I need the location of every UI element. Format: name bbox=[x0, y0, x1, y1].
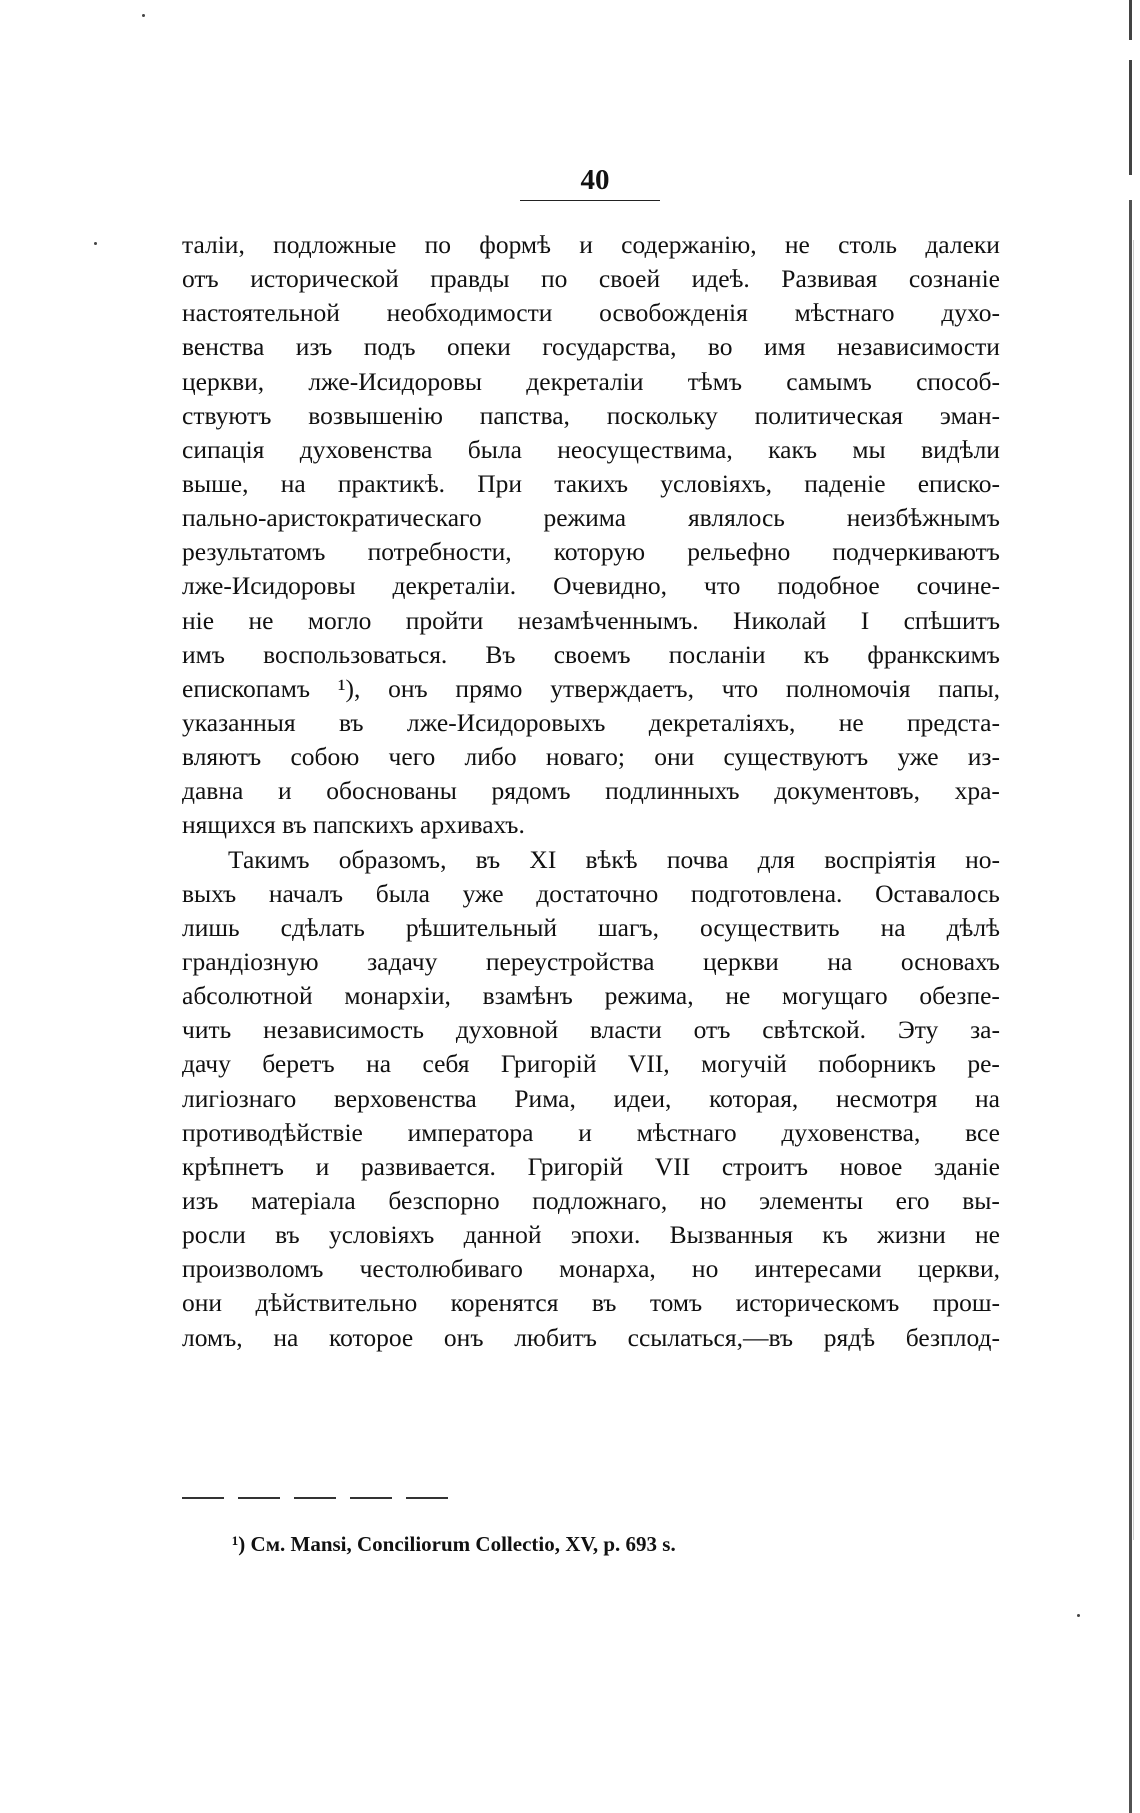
word: которую bbox=[553, 537, 646, 567]
text-line bbox=[182, 877, 1000, 911]
word: дѣлѣ bbox=[946, 912, 1000, 942]
word: режима bbox=[543, 503, 627, 533]
word: онъ bbox=[443, 1322, 484, 1352]
text-line bbox=[182, 330, 1000, 364]
word: неизбѣжнымъ bbox=[846, 503, 1000, 533]
word: правды bbox=[430, 264, 510, 294]
word: но bbox=[691, 1254, 719, 1284]
word: Рима, bbox=[514, 1083, 576, 1113]
word: мы bbox=[852, 434, 886, 464]
word: противодѣйствiе bbox=[182, 1117, 363, 1147]
word: подчеркиваютъ bbox=[832, 537, 1000, 567]
word: не bbox=[725, 981, 751, 1011]
text-line bbox=[182, 1013, 1000, 1047]
word: способ- bbox=[916, 366, 1000, 396]
word: полномочiя bbox=[785, 673, 911, 703]
text-line bbox=[182, 262, 1000, 296]
word: воспользоваться. bbox=[263, 639, 448, 669]
word: режима, bbox=[604, 981, 694, 1011]
word: паденiе bbox=[804, 468, 886, 498]
text-line bbox=[182, 706, 1000, 740]
word: себя bbox=[422, 1049, 470, 1079]
word: въ bbox=[338, 707, 364, 737]
word: церкви, bbox=[917, 1254, 1000, 1284]
word: Развивая bbox=[781, 264, 878, 294]
word: изъ bbox=[295, 332, 333, 362]
word: грандiозную bbox=[182, 946, 319, 976]
word: интересами bbox=[754, 1254, 882, 1284]
word: рядѣ bbox=[823, 1322, 876, 1352]
word: безспорно bbox=[388, 1185, 500, 1215]
word: монархiи, bbox=[344, 981, 451, 1011]
word: въ bbox=[475, 844, 501, 874]
word: Очевидно, bbox=[553, 571, 668, 601]
word: посланiи bbox=[668, 639, 766, 669]
word: но- bbox=[965, 844, 1000, 874]
text-line bbox=[182, 1184, 1000, 1218]
text-line bbox=[182, 740, 1000, 774]
word: не bbox=[838, 707, 864, 737]
word: мѣстнаго bbox=[794, 298, 895, 328]
word: вы- bbox=[962, 1185, 1000, 1215]
word: его bbox=[895, 1185, 930, 1215]
word: подложные bbox=[273, 230, 397, 259]
word: венства bbox=[182, 332, 265, 362]
word: имъ bbox=[182, 639, 225, 669]
text-line bbox=[182, 672, 1000, 706]
word: подложнаго, bbox=[532, 1185, 668, 1215]
word: новое bbox=[839, 1151, 903, 1181]
word: далеки bbox=[925, 230, 1000, 259]
text-line bbox=[182, 604, 1000, 638]
word: жизни bbox=[877, 1220, 946, 1250]
word: но bbox=[699, 1185, 727, 1215]
word: вѣкѣ bbox=[585, 844, 638, 874]
word: зданiе bbox=[934, 1151, 1000, 1181]
word: своей bbox=[598, 264, 661, 294]
footnote-separator bbox=[182, 1497, 458, 1499]
word: не bbox=[975, 1220, 1000, 1250]
word: они bbox=[182, 1288, 223, 1318]
word: Эту bbox=[897, 1015, 939, 1045]
word: необходимости bbox=[386, 298, 553, 328]
word: началъ bbox=[268, 878, 344, 908]
word: изъ bbox=[182, 1185, 219, 1215]
body-text bbox=[182, 228, 1000, 1355]
word: давна bbox=[182, 776, 244, 806]
word: сочине- bbox=[916, 571, 1000, 601]
word: выхъ bbox=[182, 878, 237, 908]
word: почва bbox=[666, 844, 729, 874]
word: церкви, bbox=[182, 366, 265, 396]
text-line bbox=[182, 467, 1000, 501]
word: результатомъ bbox=[182, 537, 326, 567]
word: которая, bbox=[709, 1083, 799, 1113]
word: своемъ bbox=[553, 639, 631, 669]
text-line bbox=[182, 1286, 1000, 1320]
word: на bbox=[974, 1083, 1000, 1113]
word: за- bbox=[970, 1015, 1000, 1045]
word: лже-Исидоровы bbox=[182, 571, 356, 601]
text-line bbox=[182, 1150, 1000, 1184]
word: рядомъ bbox=[491, 776, 571, 806]
word: обезпе- bbox=[919, 981, 1000, 1011]
word: сдѣлать bbox=[280, 912, 365, 942]
scan-speck bbox=[1077, 1614, 1080, 1617]
word: эман- bbox=[939, 400, 1000, 430]
word: произволомъ bbox=[182, 1254, 324, 1284]
word: дѣйствительно bbox=[255, 1288, 418, 1318]
word: матерiала bbox=[251, 1185, 356, 1215]
word: и bbox=[579, 230, 593, 259]
word: исторической bbox=[250, 264, 399, 294]
text-line bbox=[182, 228, 1000, 262]
text-line bbox=[182, 979, 1000, 1013]
word: идеи, bbox=[613, 1083, 672, 1113]
word: по bbox=[541, 264, 568, 294]
word: самымъ bbox=[786, 366, 872, 396]
word: сознанiе bbox=[908, 264, 1000, 294]
word: возвышенiю bbox=[308, 400, 443, 430]
word: росли bbox=[182, 1220, 246, 1250]
word: ломъ, bbox=[182, 1322, 243, 1352]
word: прош- bbox=[932, 1288, 1000, 1318]
word: хра- bbox=[954, 776, 1000, 806]
word: выше, bbox=[182, 468, 249, 498]
word: пройти bbox=[405, 605, 484, 635]
word: условiяхъ, bbox=[660, 468, 773, 498]
word: ссылаться,—въ bbox=[627, 1322, 794, 1352]
word: воспрiятiя bbox=[824, 844, 936, 874]
word: ¹), bbox=[337, 673, 361, 703]
word: Такимъ bbox=[228, 844, 310, 874]
word: опеки bbox=[447, 332, 511, 362]
word: власти bbox=[589, 1015, 662, 1045]
word: VII bbox=[654, 1151, 691, 1181]
word: свѣтской. bbox=[762, 1015, 867, 1045]
word: папы, bbox=[938, 673, 1000, 703]
word: взамѣнъ bbox=[482, 981, 573, 1011]
word: духовной bbox=[455, 1015, 559, 1045]
word: декреталiи bbox=[526, 366, 644, 396]
word: Николай bbox=[733, 605, 827, 635]
word: VII, bbox=[627, 1049, 670, 1079]
word: уже bbox=[462, 878, 504, 908]
word: подлинныхъ bbox=[605, 776, 740, 806]
word: обоснованы bbox=[326, 776, 457, 806]
word: элементы bbox=[759, 1185, 863, 1215]
word: на bbox=[366, 1049, 392, 1079]
word: лигiознаго bbox=[182, 1083, 297, 1113]
word: Оставалось bbox=[875, 878, 1000, 908]
word: ре- bbox=[967, 1049, 1000, 1079]
word: нiе bbox=[182, 605, 215, 635]
word: чить bbox=[182, 1015, 232, 1045]
word: абсолютной bbox=[182, 981, 313, 1011]
word: существуютъ bbox=[723, 742, 869, 772]
word: отъ bbox=[182, 264, 219, 294]
word: Вызванныя bbox=[669, 1220, 793, 1250]
word: верховенства bbox=[333, 1083, 477, 1113]
word: условiяхъ bbox=[328, 1220, 435, 1250]
word: спѣшитъ bbox=[903, 605, 1000, 635]
scan-border-shadow bbox=[1133, 240, 1134, 1540]
word: задачу bbox=[367, 946, 438, 976]
word: крѣпнетъ bbox=[182, 1151, 284, 1181]
word: достаточно bbox=[536, 878, 659, 908]
word: рельефно bbox=[687, 537, 791, 567]
word: могучiй bbox=[701, 1049, 787, 1079]
word: къ bbox=[822, 1220, 848, 1250]
word: на bbox=[280, 468, 306, 498]
text-line bbox=[182, 365, 1000, 399]
word: на bbox=[827, 946, 853, 976]
text-line bbox=[182, 433, 1000, 467]
word: предста- bbox=[907, 707, 1000, 737]
word: во bbox=[707, 332, 733, 362]
word: по bbox=[424, 230, 452, 259]
word: новаго; bbox=[545, 742, 625, 772]
word: все bbox=[965, 1117, 1000, 1147]
scan-speck bbox=[142, 14, 145, 17]
text-line bbox=[182, 1082, 1000, 1116]
word: томъ bbox=[649, 1288, 703, 1318]
text-line bbox=[182, 1252, 1000, 1286]
word: въ bbox=[591, 1288, 617, 1318]
word: шагъ, bbox=[598, 912, 659, 942]
word: декреталiяхъ, bbox=[648, 707, 796, 737]
word: лишь bbox=[182, 912, 240, 942]
word: беретъ bbox=[262, 1049, 335, 1079]
text-line bbox=[182, 1047, 1000, 1081]
text-line bbox=[182, 296, 1000, 330]
word: практикѣ. bbox=[337, 468, 446, 498]
text-line bbox=[182, 1321, 1000, 1355]
word: из- bbox=[967, 742, 1000, 772]
word: переустройства bbox=[485, 946, 655, 976]
word: епископамъ bbox=[182, 673, 311, 703]
word: политическая bbox=[754, 400, 903, 430]
word: столь bbox=[838, 230, 898, 259]
word: XI bbox=[529, 844, 557, 874]
scan-speck bbox=[94, 242, 97, 245]
word: еписко- bbox=[917, 468, 1000, 498]
word: не bbox=[784, 230, 810, 259]
word: въ bbox=[275, 1220, 300, 1250]
word: какъ bbox=[768, 434, 818, 464]
word: документовъ, bbox=[774, 776, 920, 806]
word: духовенства bbox=[299, 434, 433, 464]
word: декреталiи. bbox=[392, 571, 517, 601]
word: папства, bbox=[479, 400, 570, 430]
word: которое bbox=[329, 1322, 414, 1352]
word: могущаго bbox=[782, 981, 888, 1011]
word: вляютъ bbox=[182, 742, 262, 772]
text-line bbox=[182, 1218, 1000, 1252]
word: настоятельной bbox=[182, 298, 340, 328]
word: отъ bbox=[693, 1015, 731, 1045]
word: утверждаетъ, bbox=[550, 673, 694, 703]
word: поборникъ bbox=[818, 1049, 936, 1079]
text-line bbox=[182, 399, 1000, 433]
word: осуществить bbox=[699, 912, 840, 942]
word: императора bbox=[407, 1117, 534, 1147]
word: и bbox=[315, 1151, 330, 1181]
text-line bbox=[182, 535, 1000, 569]
word: поскольку bbox=[606, 400, 718, 430]
word: для bbox=[757, 844, 796, 874]
text-line bbox=[182, 501, 1000, 535]
word: содержанiю, bbox=[621, 230, 757, 259]
word: неосуществима, bbox=[557, 434, 733, 464]
text-line bbox=[182, 843, 1000, 877]
word: основахъ bbox=[900, 946, 1000, 976]
word: При bbox=[477, 468, 523, 498]
word: прямо bbox=[455, 673, 523, 703]
word: и bbox=[578, 1117, 592, 1147]
word: духовенства, bbox=[781, 1117, 921, 1147]
word: любитъ bbox=[514, 1322, 597, 1352]
word: эпохи. bbox=[570, 1220, 641, 1250]
word: лже-Исидоровыхъ bbox=[406, 707, 606, 737]
word: данной bbox=[463, 1220, 542, 1250]
word: честолюбиваго bbox=[359, 1254, 523, 1284]
word: ствуютъ bbox=[182, 400, 272, 430]
word: монарха, bbox=[559, 1254, 656, 1284]
word: имя bbox=[764, 332, 806, 362]
word: подъ bbox=[363, 332, 416, 362]
word: незамѣченнымъ. bbox=[517, 605, 699, 635]
word: несмотря bbox=[835, 1083, 938, 1113]
word: потребности, bbox=[367, 537, 512, 567]
text-line bbox=[182, 638, 1000, 672]
text-line bbox=[182, 1116, 1000, 1150]
word: являлось bbox=[687, 503, 785, 533]
word: I bbox=[860, 605, 870, 635]
word: что bbox=[704, 571, 741, 601]
word: франкскимъ bbox=[867, 639, 1000, 669]
word: образомъ, bbox=[338, 844, 447, 874]
word: дачу bbox=[182, 1049, 231, 1079]
word: либо bbox=[464, 742, 517, 772]
text-line bbox=[182, 945, 1000, 979]
footnote: ¹) См. Mansi, Conciliorum Collectio, XV, p. 693 s. bbox=[232, 1532, 676, 1556]
word: тѣмъ bbox=[687, 366, 743, 396]
word: на bbox=[273, 1322, 299, 1352]
word: государства, bbox=[542, 332, 677, 362]
word: коренятся bbox=[450, 1288, 559, 1318]
word: видѣли bbox=[921, 434, 1000, 464]
word: Григорiй bbox=[500, 1049, 597, 1079]
word: подготовлена. bbox=[690, 878, 843, 908]
text-line bbox=[182, 774, 1000, 808]
word: историческомъ bbox=[735, 1288, 900, 1318]
word: онъ bbox=[388, 673, 428, 703]
word: освобожденiя bbox=[599, 298, 748, 328]
word: они bbox=[654, 742, 695, 772]
word: формѣ bbox=[479, 230, 551, 259]
word: и bbox=[277, 776, 292, 806]
word: пально-аристократическаго bbox=[182, 503, 482, 533]
word: строитъ bbox=[721, 1151, 809, 1181]
word: развивается. bbox=[360, 1151, 496, 1181]
word: независимость bbox=[263, 1015, 424, 1045]
word: лже-Исидоровы bbox=[308, 366, 483, 396]
word: была bbox=[467, 434, 522, 464]
word: Въ bbox=[485, 639, 516, 669]
word: духо- bbox=[941, 298, 1000, 328]
word: была bbox=[375, 878, 430, 908]
word: могло bbox=[307, 605, 372, 635]
scan-border bbox=[1129, 0, 1132, 1813]
word: церкви bbox=[703, 946, 779, 976]
word: собою bbox=[290, 742, 360, 772]
page-number-rule bbox=[520, 200, 660, 201]
word: подобное bbox=[777, 571, 880, 601]
word: сипацiя bbox=[182, 434, 265, 464]
word: такихъ bbox=[554, 468, 629, 498]
page-number: 40 bbox=[580, 164, 610, 196]
word: рѣшительный bbox=[405, 912, 558, 942]
word: что bbox=[721, 673, 759, 703]
text-line: нящихся въ папскихъ архивахъ. bbox=[182, 810, 525, 840]
word: не bbox=[248, 605, 274, 635]
word: мѣстнаго bbox=[636, 1117, 737, 1147]
word: безплод- bbox=[905, 1322, 1000, 1352]
word: уже bbox=[897, 742, 939, 772]
text-line bbox=[182, 569, 1000, 603]
word: къ bbox=[803, 639, 830, 669]
word: на bbox=[880, 912, 906, 942]
word: идеѣ. bbox=[691, 264, 750, 294]
word: Григорiй bbox=[527, 1151, 624, 1181]
word: указанныя bbox=[182, 707, 296, 737]
text-line bbox=[182, 911, 1000, 945]
word: талiи, bbox=[182, 230, 245, 259]
word: чего bbox=[388, 742, 436, 772]
word: независимости bbox=[836, 332, 1000, 362]
